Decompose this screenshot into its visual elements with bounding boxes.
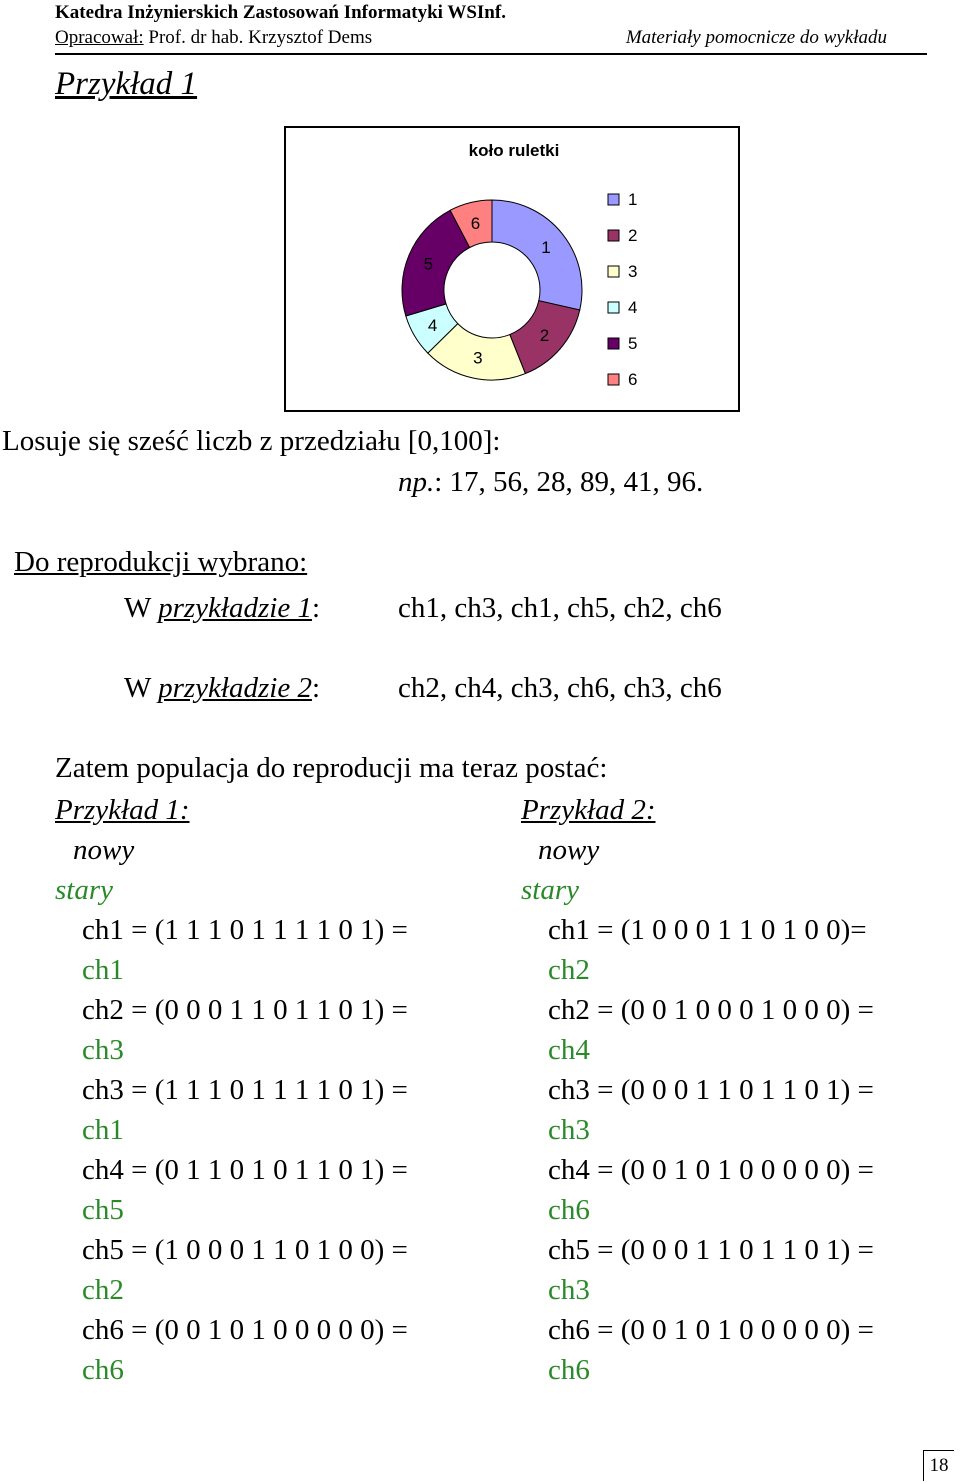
slice-label-2: 2: [539, 325, 550, 345]
chromosome-source: ch3: [548, 1114, 590, 1146]
chromosome-expression: ch1 = (1 0 0 0 1 1 0 1 0 0)=: [548, 914, 867, 946]
page-number: 18: [923, 1450, 954, 1481]
chromosome-expression: ch3 = (0 0 0 1 1 0 1 1 0 1) =: [548, 1074, 874, 1106]
chromosome-source: ch5: [82, 1194, 124, 1226]
legend-label-2: 2: [628, 226, 638, 245]
chromosome-source: ch6: [548, 1194, 590, 1226]
chromosome-expression: ch1 = (1 1 1 0 1 1 1 1 0 1) =: [82, 914, 408, 946]
example2-heading: Przykład 2:: [521, 794, 656, 826]
legend-swatch-2: [608, 230, 619, 241]
page-title: Przykład 1: [55, 66, 198, 102]
legend-swatch-5: [608, 338, 619, 349]
legend-label-5: 5: [628, 334, 638, 353]
header-institution: Katedra Inżynierskich Zastosowań Informatyki WSInf.: [55, 2, 506, 23]
legend-label-6: 6: [628, 370, 638, 389]
slice-label-1: 1: [541, 237, 551, 257]
example2-choice: ch2, ch4, ch3, ch6, ch3, ch6: [398, 672, 722, 704]
example1-choice: ch1, ch3, ch1, ch5, ch2, ch6: [398, 592, 722, 624]
slice-label-3: 3: [473, 348, 483, 368]
legend-swatch-3: [608, 266, 619, 277]
header-materials: Materiały pomocnicze do wykładu: [625, 27, 887, 48]
chromosome-source: ch3: [548, 1274, 590, 1306]
w-prefix: W: [124, 672, 159, 704]
example1-link: przykładzie 1: [158, 592, 312, 624]
chromosome-source: ch2: [548, 954, 590, 986]
chromosome-source: ch3: [82, 1034, 124, 1066]
chromosome-source: ch1: [82, 954, 124, 986]
chromosome-expression: ch3 = (1 1 1 0 1 1 1 1 0 1) =: [82, 1074, 408, 1106]
slice-label-5: 5: [423, 254, 434, 274]
chromosome-source: ch1: [82, 1114, 124, 1146]
example1-population: [82, 910, 408, 1390]
w-prefix: W: [124, 592, 159, 624]
example-numbers: [398, 466, 703, 499]
chromosome-expression: ch6 = (0 0 1 0 1 0 0 0 0 0) =: [82, 1314, 408, 1346]
donut-slice-1: [492, 200, 582, 310]
donut-slices: [402, 200, 582, 380]
slice-label-6: 6: [470, 214, 481, 234]
example1-old-label: stary: [55, 874, 113, 906]
chromosome-expression: ch2 = (0 0 0 1 1 0 1 1 0 1) =: [82, 994, 408, 1026]
roulette-chart: [284, 126, 740, 412]
author-name: Prof. dr hab. Krzysztof Dems: [143, 27, 373, 48]
chromosome-source: ch2: [82, 1274, 124, 1306]
population-heading: Zatem populacja do reproducji ma teraz postać:: [55, 752, 608, 784]
chromosome-source: ch4: [548, 1034, 590, 1066]
colon: :: [311, 672, 321, 704]
np-label: np.: [398, 466, 435, 498]
chart-title: koło ruletki: [468, 141, 560, 160]
legend-swatch-4: [608, 302, 619, 313]
example2-new-label: nowy: [538, 834, 600, 866]
example1-label: [124, 592, 320, 625]
example2-old-label: stary: [521, 874, 579, 906]
draw-description: Losuje się sześć liczb z przedziału [0,100]:: [2, 425, 501, 457]
chromosome-expression: ch2 = (0 0 1 0 0 0 1 0 0 0) =: [548, 994, 874, 1026]
chromosome-source: ch6: [82, 1354, 124, 1386]
header-author-line: [55, 27, 927, 55]
author-label: Opracował:: [55, 27, 144, 48]
roulette-chart-svg: [286, 128, 738, 410]
example2-link: przykładzie 2: [158, 672, 312, 704]
legend-label-4: 4: [628, 298, 638, 317]
chromosome-expression: ch4 = (0 1 1 0 1 0 1 1 0 1) =: [82, 1154, 408, 1186]
example2-label: [124, 672, 320, 705]
chromosome-expression: ch4 = (0 0 1 0 1 0 0 0 0 0) =: [548, 1154, 874, 1186]
example1-heading: Przykład 1:: [55, 794, 190, 826]
np-values: : 17, 56, 28, 89, 41, 96.: [434, 466, 704, 498]
chromosome-expression: ch6 = (0 0 1 0 1 0 0 0 0 0) =: [548, 1314, 874, 1346]
slice-label-4: 4: [427, 316, 438, 336]
chromosome-expression: ch5 = (1 0 0 0 1 1 0 1 0 0) =: [82, 1234, 408, 1266]
chart-legend: [608, 190, 637, 389]
reproduction-heading: Do reprodukcji wybrano:: [14, 546, 308, 578]
legend-label-3: 3: [628, 262, 638, 281]
example2-population: [548, 910, 874, 1390]
colon: :: [311, 592, 321, 624]
legend-label-1: 1: [628, 190, 638, 209]
chromosome-expression: ch5 = (0 0 0 1 1 0 1 1 0 1) =: [548, 1234, 874, 1266]
legend-swatch-6: [608, 374, 619, 385]
legend-swatch-1: [608, 194, 619, 205]
chromosome-source: ch6: [548, 1354, 590, 1386]
example1-new-label: nowy: [73, 834, 135, 866]
